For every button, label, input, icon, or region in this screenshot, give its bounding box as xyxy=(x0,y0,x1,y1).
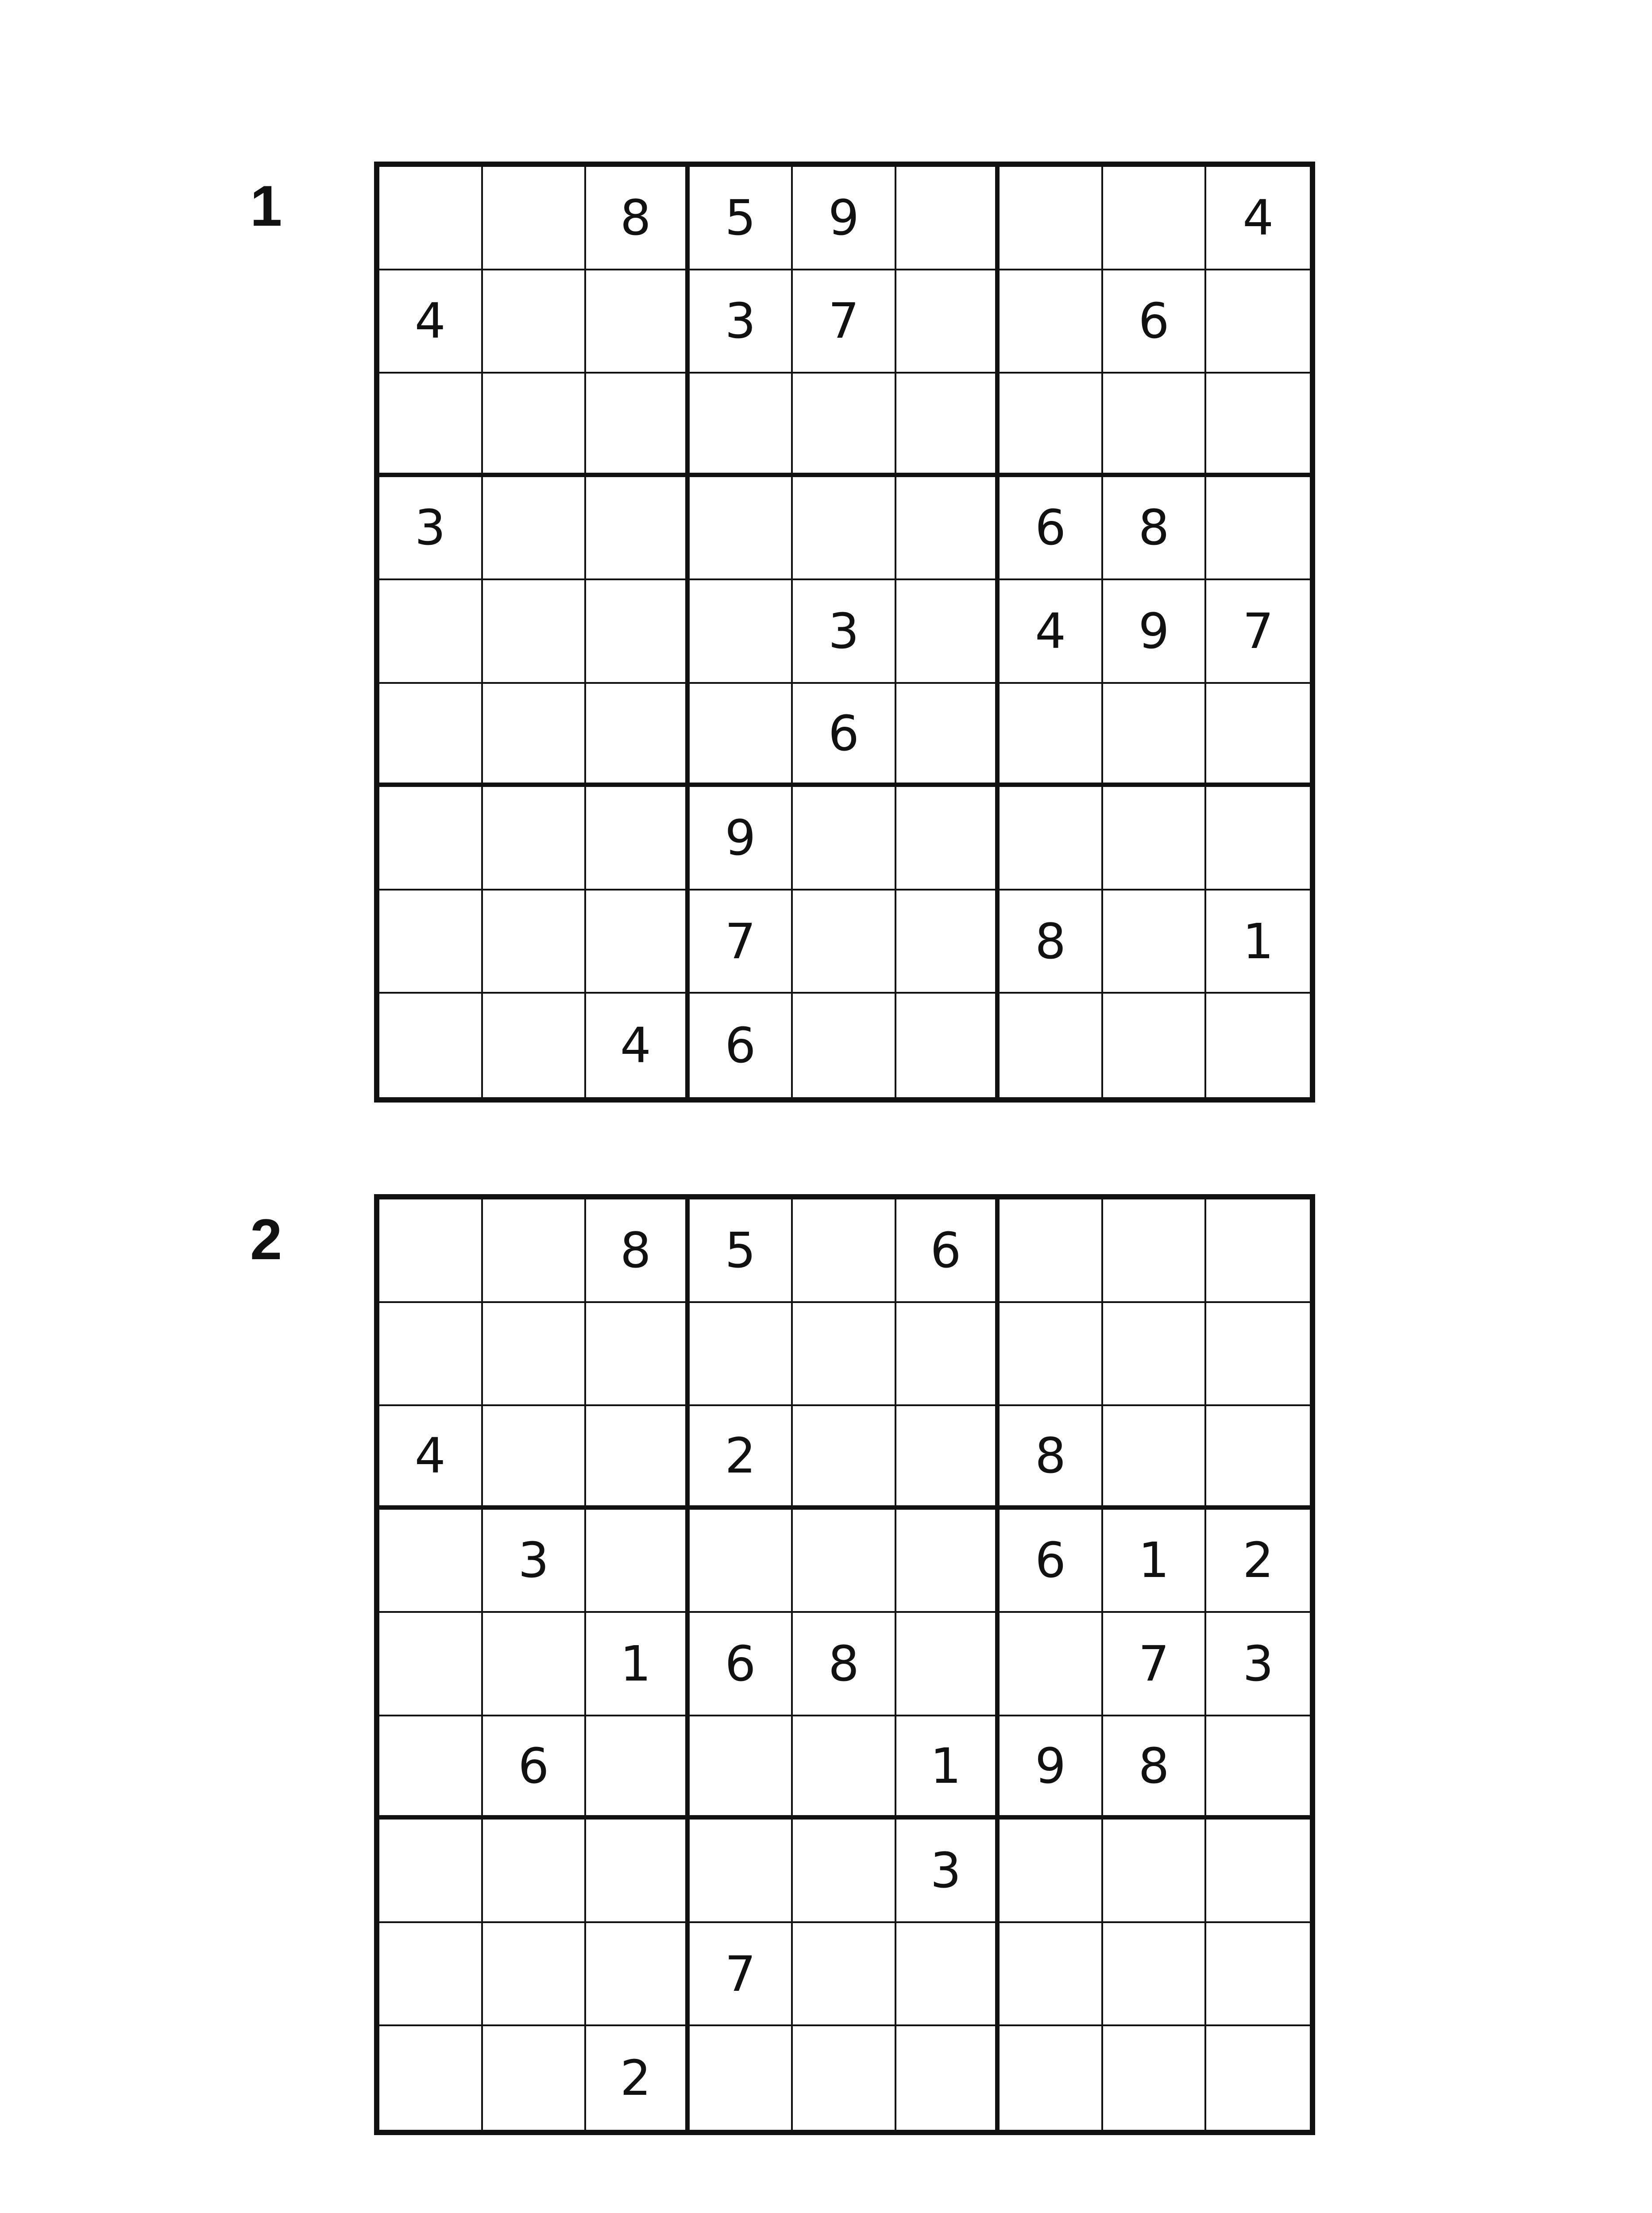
sudoku-cell[interactable] xyxy=(1103,1199,1207,1303)
sudoku-cell[interactable] xyxy=(896,1406,1000,1510)
sudoku-cell[interactable] xyxy=(1000,1820,1103,1923)
sudoku-cell[interactable] xyxy=(586,684,690,787)
sudoku-cell[interactable]: 4 xyxy=(1206,167,1310,270)
sudoku-cell[interactable] xyxy=(483,1613,587,1716)
sudoku-cell[interactable]: 1 xyxy=(1206,891,1310,994)
sudoku-cell[interactable] xyxy=(793,787,896,891)
sudoku-cell[interactable]: 6 xyxy=(483,1716,587,1820)
sudoku-cell[interactable] xyxy=(1206,1716,1310,1820)
sudoku-cell[interactable] xyxy=(379,994,483,1097)
sudoku-cell[interactable] xyxy=(793,1303,896,1407)
sudoku-cell[interactable] xyxy=(586,1923,690,2027)
sudoku-cell[interactable] xyxy=(896,994,1000,1097)
sudoku-board-2 xyxy=(374,1194,1315,2135)
sudoku-cell[interactable] xyxy=(896,1923,1000,2027)
sudoku-cell[interactable]: 2 xyxy=(690,1406,793,1510)
sudoku-cell[interactable] xyxy=(379,1716,483,1820)
sudoku-cell[interactable] xyxy=(690,1303,793,1407)
sudoku-cell[interactable] xyxy=(586,1716,690,1820)
sudoku-cell[interactable] xyxy=(896,684,1000,787)
sudoku-cell[interactable]: 8 xyxy=(793,1613,896,1716)
sudoku-cell[interactable] xyxy=(483,270,587,374)
sudoku-cell[interactable] xyxy=(896,891,1000,994)
puzzle-2-number: 2 xyxy=(250,1207,282,1272)
sudoku-cell[interactable] xyxy=(896,1303,1000,1407)
sudoku-cell[interactable]: 8 xyxy=(586,167,690,270)
sudoku-cell[interactable] xyxy=(1000,270,1103,374)
sudoku-cell[interactable]: 2 xyxy=(1206,1510,1310,1613)
sudoku-cell[interactable]: 8 xyxy=(586,1199,690,1303)
sudoku-cell[interactable] xyxy=(1000,1199,1103,1303)
sudoku-cell[interactable] xyxy=(1103,167,1207,270)
sudoku-cell[interactable] xyxy=(1103,787,1207,891)
sudoku-cell[interactable] xyxy=(586,477,690,581)
sudoku-cell[interactable] xyxy=(483,787,587,891)
sudoku-cell[interactable]: 7 xyxy=(1206,580,1310,684)
sudoku-cell[interactable] xyxy=(793,1923,896,2027)
sudoku-cell[interactable] xyxy=(690,1820,793,1923)
sudoku-cell[interactable] xyxy=(1103,1406,1207,1510)
sudoku-cell[interactable] xyxy=(1206,1199,1310,1303)
sudoku-cell[interactable] xyxy=(896,374,1000,477)
sudoku-cell[interactable] xyxy=(1103,1923,1207,2027)
sudoku-cell[interactable]: 6 xyxy=(690,994,793,1097)
sudoku-cell[interactable]: 8 xyxy=(1000,891,1103,994)
sudoku-cell[interactable] xyxy=(1103,2026,1207,2130)
sudoku-cell[interactable] xyxy=(1103,684,1207,787)
sudoku-cell[interactable]: 3 xyxy=(793,580,896,684)
sudoku-cell[interactable]: 6 xyxy=(896,1199,1000,1303)
sudoku-cell[interactable] xyxy=(483,891,587,994)
sudoku-cell[interactable]: 4 xyxy=(1000,580,1103,684)
sudoku-cell[interactable] xyxy=(1206,374,1310,477)
sudoku-cell[interactable] xyxy=(483,1303,587,1407)
sudoku-cell[interactable] xyxy=(483,1199,587,1303)
sudoku-cell[interactable] xyxy=(379,787,483,891)
sudoku-cell[interactable] xyxy=(586,1303,690,1407)
sudoku-cell[interactable]: 8 xyxy=(1103,477,1207,581)
sudoku-cell[interactable] xyxy=(690,684,793,787)
sudoku-cell[interactable] xyxy=(1000,994,1103,1097)
sudoku-cell[interactable]: 7 xyxy=(690,1923,793,2027)
sudoku-cell[interactable] xyxy=(1206,270,1310,374)
sudoku-cell[interactable] xyxy=(483,684,587,787)
sudoku-cell[interactable]: 6 xyxy=(690,1613,793,1716)
sudoku-cell[interactable] xyxy=(793,1199,896,1303)
sudoku-cell[interactable]: 4 xyxy=(379,270,483,374)
sudoku-cell[interactable] xyxy=(379,2026,483,2130)
sudoku-cell[interactable] xyxy=(1206,684,1310,787)
sudoku-cell[interactable] xyxy=(586,1820,690,1923)
sudoku-cell[interactable]: 1 xyxy=(1103,1510,1207,1613)
sudoku-cell[interactable] xyxy=(379,167,483,270)
sudoku-cell[interactable] xyxy=(896,1510,1000,1613)
sudoku-cell[interactable]: 9 xyxy=(1000,1716,1103,1820)
sudoku-cell[interactable] xyxy=(690,1510,793,1613)
sudoku-cell[interactable] xyxy=(1206,2026,1310,2130)
sudoku-cell[interactable] xyxy=(379,580,483,684)
sudoku-cell[interactable]: 8 xyxy=(1103,1716,1207,1820)
sudoku-cell[interactable] xyxy=(793,1406,896,1510)
sudoku-cell[interactable] xyxy=(483,2026,587,2130)
sudoku-cell[interactable] xyxy=(483,374,587,477)
sudoku-cell[interactable]: 5 xyxy=(690,167,793,270)
sudoku-cell[interactable] xyxy=(379,374,483,477)
sudoku-cell[interactable] xyxy=(483,167,587,270)
sudoku-cell[interactable]: 3 xyxy=(483,1510,587,1613)
sudoku-cell[interactable] xyxy=(793,994,896,1097)
sudoku-cell[interactable] xyxy=(896,167,1000,270)
sudoku-cell[interactable]: 7 xyxy=(1103,1613,1207,1716)
sudoku-cell[interactable] xyxy=(793,1820,896,1923)
sudoku-cell[interactable] xyxy=(1206,477,1310,581)
sudoku-cell[interactable] xyxy=(379,1199,483,1303)
sudoku-cell[interactable]: 6 xyxy=(1103,270,1207,374)
sudoku-cell[interactable]: 3 xyxy=(1206,1613,1310,1716)
sudoku-cell[interactable] xyxy=(896,2026,1000,2130)
sudoku-cell[interactable]: 6 xyxy=(1000,477,1103,581)
sudoku-cell[interactable] xyxy=(896,580,1000,684)
sudoku-cell[interactable] xyxy=(690,477,793,581)
sudoku-cell[interactable] xyxy=(586,580,690,684)
sudoku-cell[interactable] xyxy=(896,270,1000,374)
sudoku-cell[interactable] xyxy=(1206,1923,1310,2027)
sudoku-cell[interactable]: 9 xyxy=(793,167,896,270)
sudoku-cell[interactable]: 7 xyxy=(793,270,896,374)
sudoku-cell[interactable] xyxy=(1000,1303,1103,1407)
sudoku-cell[interactable] xyxy=(896,1613,1000,1716)
sudoku-cell[interactable]: 6 xyxy=(793,684,896,787)
sudoku-cell[interactable] xyxy=(793,374,896,477)
sudoku-cell[interactable] xyxy=(1206,1303,1310,1407)
sudoku-cell[interactable] xyxy=(1206,994,1310,1097)
sudoku-cell[interactable]: 2 xyxy=(586,2026,690,2130)
sudoku-cell[interactable]: 8 xyxy=(1000,1406,1103,1510)
sudoku-cell[interactable] xyxy=(586,787,690,891)
sudoku-cell[interactable]: 6 xyxy=(1000,1510,1103,1613)
sudoku-cell[interactable] xyxy=(379,1613,483,1716)
sudoku-cell[interactable] xyxy=(1103,1303,1207,1407)
sudoku-cell[interactable] xyxy=(793,2026,896,2130)
sudoku-cell[interactable] xyxy=(483,1923,587,2027)
sudoku-cell[interactable] xyxy=(483,1820,587,1923)
sudoku-cell[interactable] xyxy=(1000,2026,1103,2130)
sudoku-cell[interactable]: 3 xyxy=(690,270,793,374)
sudoku-cell[interactable] xyxy=(1000,684,1103,787)
sudoku-cell[interactable] xyxy=(690,1716,793,1820)
sudoku-cell[interactable]: 4 xyxy=(586,994,690,1097)
sudoku-cell[interactable] xyxy=(586,374,690,477)
sudoku-board-1 xyxy=(374,162,1315,1103)
sudoku-cell[interactable] xyxy=(896,787,1000,891)
sudoku-cell[interactable] xyxy=(1103,374,1207,477)
sudoku-cell[interactable] xyxy=(896,477,1000,581)
sudoku-cell[interactable] xyxy=(1103,891,1207,994)
sudoku-cell[interactable] xyxy=(379,1923,483,2027)
sudoku-cell[interactable] xyxy=(379,684,483,787)
sudoku-cell[interactable]: 7 xyxy=(690,891,793,994)
sudoku-cell[interactable] xyxy=(586,891,690,994)
sudoku-cell[interactable] xyxy=(483,580,587,684)
sudoku-cell[interactable] xyxy=(379,1303,483,1407)
sudoku-cell[interactable]: 9 xyxy=(690,787,793,891)
sudoku-cell[interactable]: 1 xyxy=(896,1716,1000,1820)
sudoku-cell[interactable] xyxy=(1206,1406,1310,1510)
sudoku-cell[interactable] xyxy=(483,1406,587,1510)
sudoku-cell[interactable]: 5 xyxy=(690,1199,793,1303)
puzzle-1-number: 1 xyxy=(250,173,282,238)
sudoku-cell[interactable] xyxy=(1206,787,1310,891)
sudoku-cell[interactable] xyxy=(690,580,793,684)
sudoku-cell[interactable] xyxy=(586,270,690,374)
sudoku-cell[interactable] xyxy=(690,2026,793,2130)
sudoku-cell[interactable] xyxy=(379,891,483,994)
sudoku-cell[interactable] xyxy=(793,477,896,581)
sudoku-cell[interactable] xyxy=(1000,374,1103,477)
sudoku-cell[interactable]: 3 xyxy=(896,1820,1000,1923)
sudoku-cell[interactable]: 3 xyxy=(379,477,483,581)
sudoku-cell[interactable] xyxy=(483,994,587,1097)
sudoku-cell[interactable]: 9 xyxy=(1103,580,1207,684)
sudoku-cell[interactable] xyxy=(379,1820,483,1923)
sudoku-cell[interactable] xyxy=(793,1716,896,1820)
sudoku-cell[interactable] xyxy=(379,1510,483,1613)
sudoku-cell[interactable] xyxy=(1103,994,1207,1097)
sudoku-cell[interactable] xyxy=(1000,1613,1103,1716)
sudoku-cell[interactable] xyxy=(586,1406,690,1510)
sudoku-cell[interactable] xyxy=(1103,1820,1207,1923)
sudoku-cell[interactable] xyxy=(793,1510,896,1613)
sudoku-cell[interactable]: 4 xyxy=(379,1406,483,1510)
sudoku-cell[interactable] xyxy=(483,477,587,581)
sudoku-cell[interactable] xyxy=(1000,167,1103,270)
sudoku-cell[interactable] xyxy=(1000,1923,1103,2027)
sudoku-cell[interactable]: 1 xyxy=(586,1613,690,1716)
sudoku-cell[interactable] xyxy=(586,1510,690,1613)
sudoku-cell[interactable] xyxy=(690,374,793,477)
sudoku-cell[interactable] xyxy=(1206,1820,1310,1923)
sudoku-cell[interactable] xyxy=(793,891,896,994)
sudoku-cell[interactable] xyxy=(1000,787,1103,891)
